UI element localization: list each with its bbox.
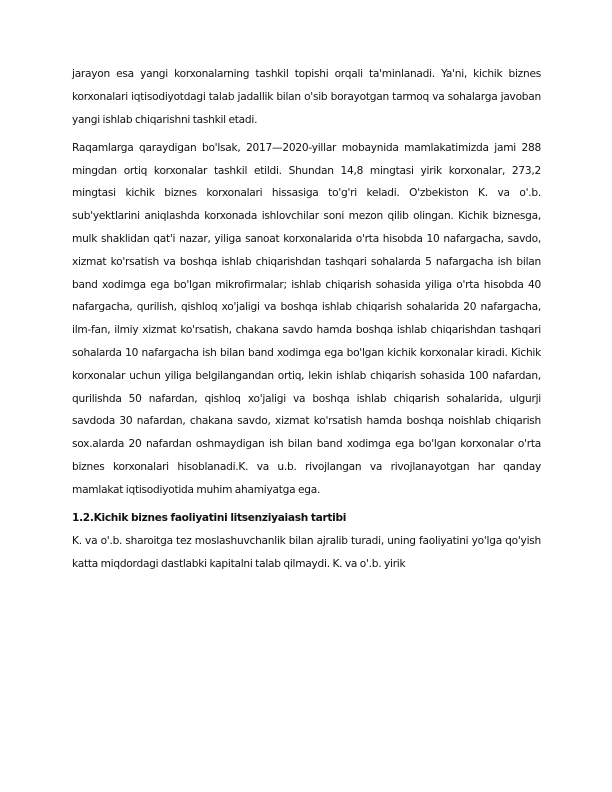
document-body — [72, 63, 541, 575]
paragraph-intro: jarayon esa yangi korxonalarning tashkil topishi orqali ta'minlanadi. Ya'ni, kichik biznes korxonalari iqtisodiyotdagi talab jadallik bilan o'sib borayotgan tarmoq va sohalarga javoban yangi ishlab chiqarishni tashkil etadi. — [72, 68, 541, 126]
section-heading: 1.2.Kichik biznes faoliyatini litsenziyaiash tartibi — [72, 511, 347, 524]
paragraph-section-start: K. va o'.b. sharoitga tez moslashuvchanlik bilan ajralib turadi, uning faoliyatini yo'lga qo'yish katta miqdordagi dastlabki kapitalni talab qilmaydi. K. va o'.b. yirik — [72, 534, 541, 570]
paragraph-statistics: Raqamlarga qaraydigan bo'lsak, 2017—2020-yillar mobaynida mamlakatimizda jami 288 mingdan ortiq korxonalar tashkil etildi. Shundan 14,8 mingtasi yirik korxonalar, 273,2 mingtasi kichik biznes korxonalari hissasiga to'g'ri keladi. O'zbekiston K. va o'.b. sub'yektlarini aniqlashda korxonada ishlovchilar soni mezon qilib olingan. Kichik biznesga, mulk shaklidan qat'i nazar, yiliga sanoat korxonalarida o'rta hisobda 10 nafargacha, savdo, xizmat ko'rsatish va boshqa ishlab chiqarishdan tashqari sohalarda 5 nafargacha ish bilan band xodimga ega bo'lgan mikrofirmalar; ishlab chiqarish sohasida yiliga o'rta hisobda 40 nafargacha, qurilish, qishloq xo'jaligi va boshqa ishlab chiqarish sohalarida 20 nafargacha, ilm-fan, ilmiy xizmat ko'rsatish, chakana savdo hamda boshqa ishlab chiqarishdan tashqari sohalarda 10 nafargacha ish bilan band xodimga ega bo'lgan kichik korxonalar kiradi. Kichik korxonalar uchun yiliga belgilangandan ortiq, lekin ishlab chiqarish sohasida 100 nafardan, qurilishda 50 nafardan, qishloq xo'jaligi va boshqa ishlab chiqarish sohalarida, ulgurji savdoda 30 nafardan, chakana savdo, xizmat ko'rsatish hamda boshqa noishlab chiqarish sox.alarda 20 nafardan oshmaydigan ish bilan band xodimga ega bo'lgan korxonalar o'rta biznes korxonalari hisoblanadi.K. va u.b. rivojlangan va rivojlanayotgan har qanday mamlakat iqtisodiyotida muhim ahamiyatga ega. — [72, 141, 541, 496]
